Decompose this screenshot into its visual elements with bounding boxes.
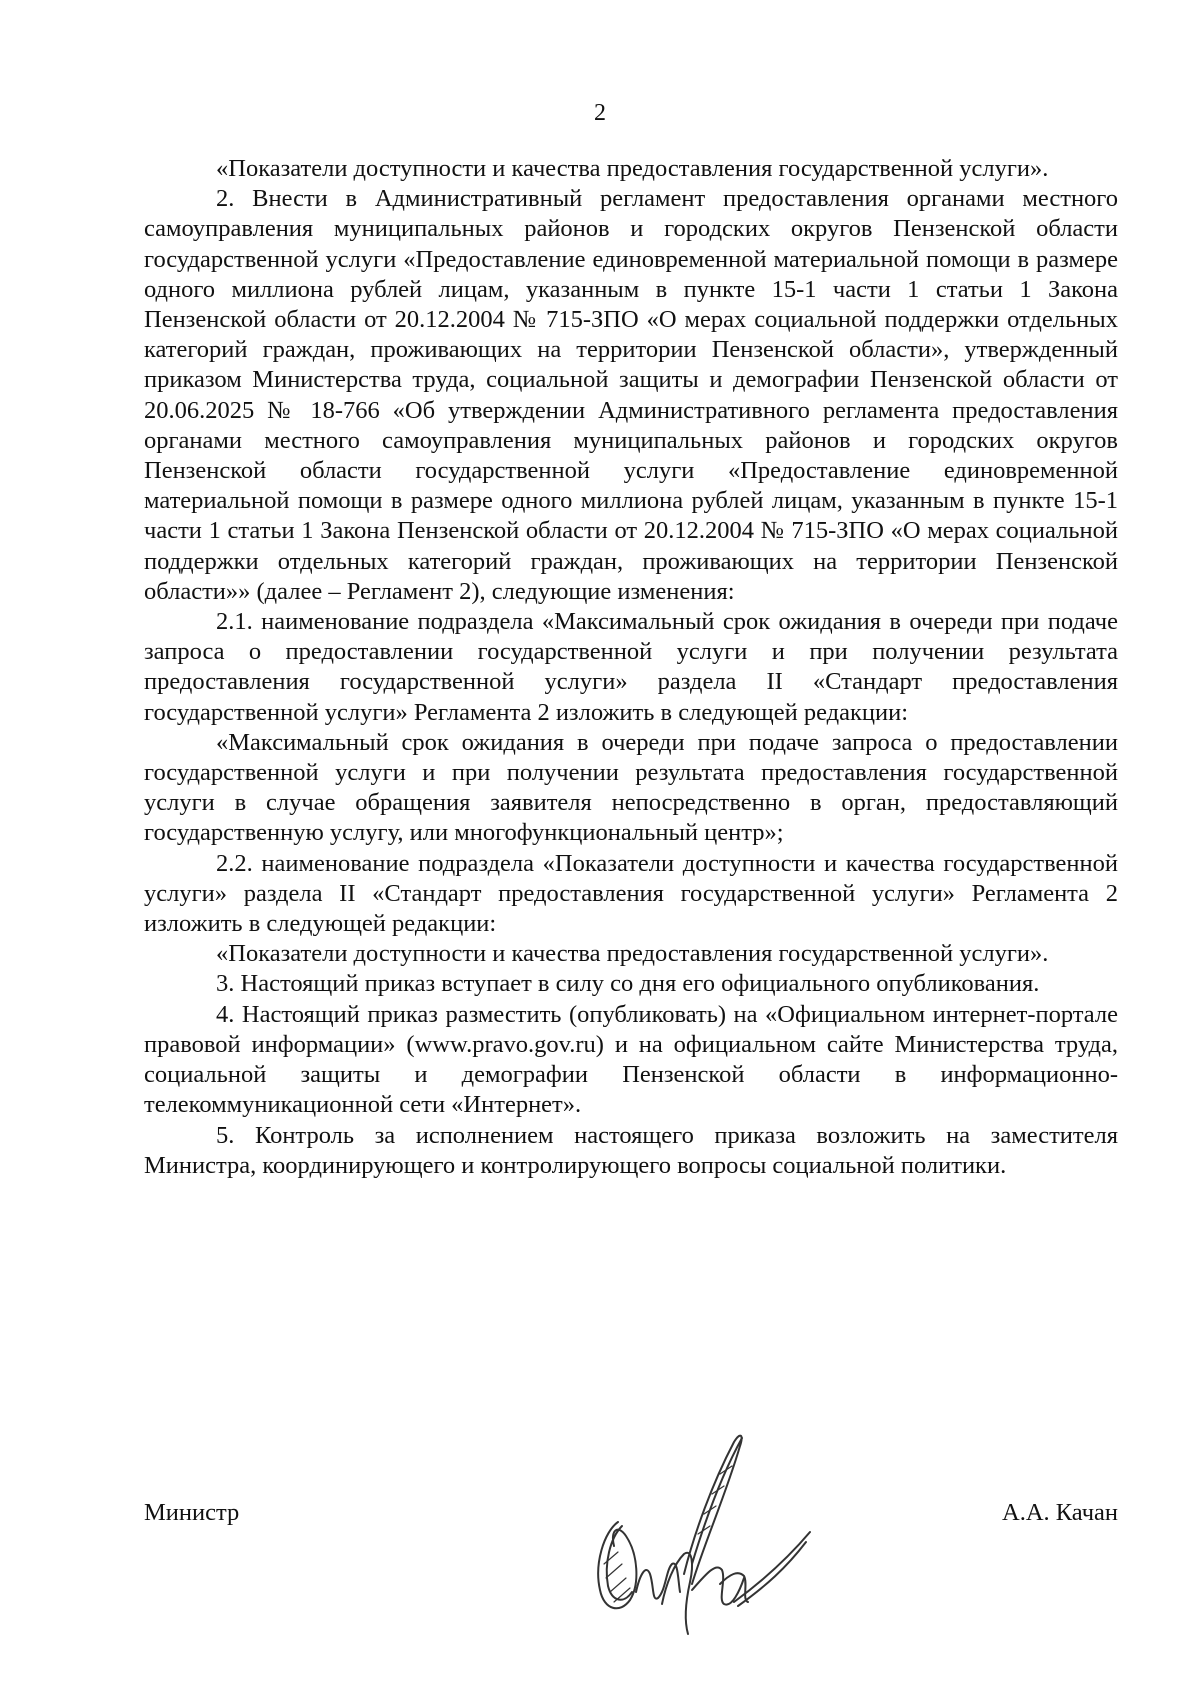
paragraph-item-5: 5. Контроль за исполнением настоящего приказа возложить на заместителя Министра, координирующего и контролирующего вопросы социальной политики. <box>144 1121 1118 1179</box>
paragraph-item-3: 3. Настоящий приказ вступает в силу со дня его официального опубликования. <box>216 970 1040 998</box>
document-body <box>144 154 1118 1181</box>
paragraph-quote-2-1: «Максимальный срок ожидания в очереди при подаче запроса о предоставлении государственной услуги и при получении результата предоставления государственной услуги в случае обращения заявителя непосредственно в орган, предоставляющий государственную услугу, или многофункциональный центр»; <box>144 728 1118 847</box>
page-number: 2 <box>594 100 606 126</box>
paragraph-item-2-2: 2.2. наименование подраздела «Показатели доступности и качества государственной услуги» раздела II «Стандарт предоставления государственной услуги» Регламента 2 изложить в следующей редакции: <box>144 849 1118 938</box>
paragraph-1-continuation: «Показатели доступности и качества предоставления государственной услуги». <box>216 155 1049 182</box>
paragraph-item-2-1: 2.1. наименование подраздела «Максимальный срок ожидания в очереди при подаче запроса о предоставлении государственной услуги и при получении результата предоставления государственной услуги» раздела II «Стандарт предоставления государственной услуги» Регламента 2 изложить в следующей редакции: <box>144 608 1118 726</box>
handwritten-signature <box>574 1414 814 1658</box>
paragraph-quote-2-2: «Показатели доступности и качества предоставления государственной услуги». <box>216 940 1049 968</box>
signer-position: Министр <box>144 1499 240 1526</box>
signer-name: А.А. Качан <box>1002 1499 1118 1526</box>
signature-block <box>144 1420 1118 1680</box>
paragraph-item-4: 4. Настоящий приказ разместить (опубликовать) на «Официальном интернет-портале правовой информации» (www.pravo.gov.ru) и на официальном сайте Министерства труда, социальной защиты и демографии Пензенской области в информационно-телекоммуникационной сети «Интернет». <box>144 1000 1118 1119</box>
paragraph-item-2: 2. Внести в Административный регламент предоставления органами местного самоуправления муниципальных районов и городских округов Пензенской области государственной услуги «Предоставление единовременной материальной помощи в размере одного миллиона рублей лицам, указанным в пункте 15-1 части 1 статьи 1 Закона Пензенской области от 20.12.2004 № 715-ЗПО «О мерах социальной поддержки отдельных категорий граждан, проживающих на территории Пензенской области», утвержденный приказом Министерства труда, социальной защиты и демографии Пензенской области от 20.06.2025 № 18-766 «Об утверждении Административного регламента предоставления органами местного самоуправления муниципальных районов и городских округов Пензенской области государственной услуги «Предоставление единовременной материальной помощи в размере одного миллиона рублей лицам, указанным в пункте 15-1 части 1 статьи 1 Закона Пензенской области от 20.12.2004 № 715-ЗПО «О мерах социальной поддержки отдельных категорий граждан, проживающих на территории Пензенской области»» (далее – Регламент 2), следующие изменения: <box>144 185 1118 605</box>
